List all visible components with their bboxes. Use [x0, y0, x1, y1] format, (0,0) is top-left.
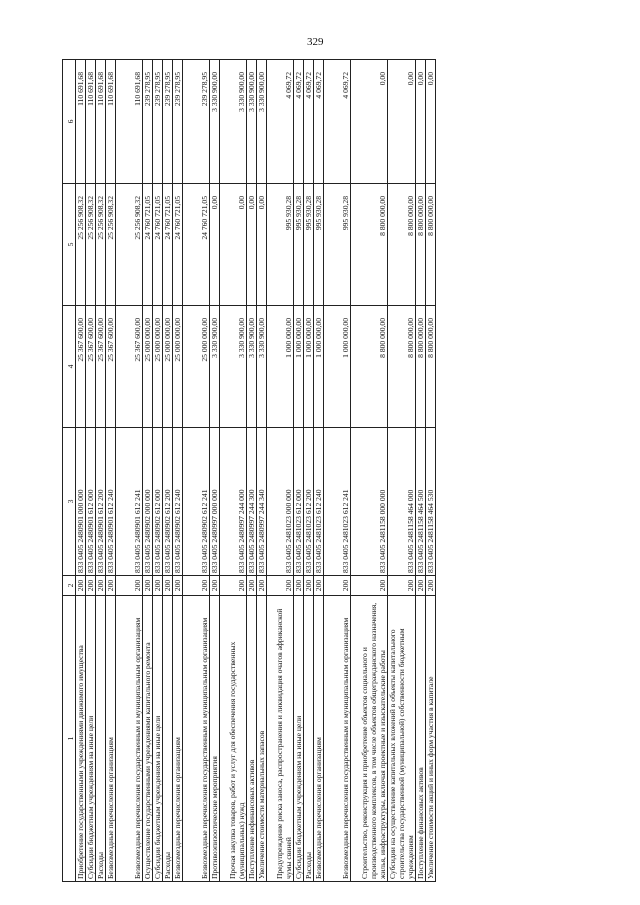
row-code-cell: 200	[106, 576, 116, 596]
row-executed-amount-cell: 24 760 721,05	[173, 184, 183, 306]
row-name-cell: Безвозмездные перечисления государственным и муниципальным организациям	[116, 596, 143, 882]
row-kbk-cell: 833 0405 2480901 000 000	[76, 428, 86, 576]
row-code-cell: 200	[220, 576, 247, 596]
table-row	[86, 60, 96, 882]
row-approved-amount-cell: 3 330 900,00	[210, 306, 220, 428]
row-code-cell: 200	[153, 576, 163, 596]
row-name-cell: Поступление нефинансовых активов	[247, 596, 257, 882]
row-executed-amount-cell: 8 800 000,00	[388, 184, 416, 306]
table-row	[294, 60, 304, 882]
row-executed-amount-cell: 24 760 721,05	[153, 184, 163, 306]
header-col-5: 5	[63, 184, 76, 306]
row-approved-amount-cell: 3 330 900,00	[247, 306, 257, 428]
row-code-cell: 200	[86, 576, 96, 596]
table-row	[267, 60, 294, 882]
row-kbk-cell: 833 0405 2480997 000 000	[210, 428, 220, 576]
row-kbk-cell: 833 0405 2480901 612 241	[116, 428, 143, 576]
row-name-cell: Субсидии бюджетным учреждениям на иные цели	[294, 596, 304, 882]
row-name-cell: Увеличение стоимости акций и иных форм участия в капитале	[426, 596, 436, 882]
table-row	[220, 60, 247, 882]
row-kbk-cell: 833 0405 2480901 612 000	[86, 428, 96, 576]
row-name-cell: Расходы	[163, 596, 173, 882]
row-kbk-cell: 833 0405 2481023 612 241	[324, 428, 351, 576]
row-unexecuted-amount-cell: 0,00	[416, 60, 426, 184]
header-col-3: 3	[63, 428, 76, 576]
row-unexecuted-amount-cell: 110 691,68	[106, 60, 116, 184]
row-executed-amount-cell: 995 930,28	[324, 184, 351, 306]
table-row	[324, 60, 351, 882]
row-approved-amount-cell: 8 800 000,00	[416, 306, 426, 428]
row-code-cell: 200	[76, 576, 86, 596]
row-executed-amount-cell: 0,00	[210, 184, 220, 306]
row-kbk-cell: 833 0405 2481023 612 000	[294, 428, 304, 576]
row-unexecuted-amount-cell: 3 330 900,00	[220, 60, 247, 184]
row-approved-amount-cell: 3 330 900,00	[257, 306, 267, 428]
row-kbk-cell: 833 0405 2480997 244 300	[247, 428, 257, 576]
row-executed-amount-cell: 25 256 908,32	[96, 184, 106, 306]
row-approved-amount-cell: 25 000 000,00	[173, 306, 183, 428]
row-kbk-cell: 833 0405 2480901 612 200	[96, 428, 106, 576]
row-approved-amount-cell: 1 000 000,00	[294, 306, 304, 428]
table-row	[96, 60, 106, 882]
row-name-cell: Осуществление государственными учреждениями капитального ремонта	[143, 596, 153, 882]
row-approved-amount-cell: 1 000 000,00	[267, 306, 294, 428]
table-row	[106, 60, 116, 882]
table-row	[116, 60, 143, 882]
row-unexecuted-amount-cell: 110 691,68	[96, 60, 106, 184]
row-name-cell: Безвозмездные перечисления государственным и муниципальным организациям	[324, 596, 351, 882]
row-code-cell: 200	[294, 576, 304, 596]
row-executed-amount-cell: 25 256 908,32	[76, 184, 86, 306]
table-row	[163, 60, 173, 882]
row-name-cell: Расходы	[304, 596, 314, 882]
row-kbk-cell: 833 0405 2481158 464 000	[388, 428, 416, 576]
row-code-cell: 200	[388, 576, 416, 596]
row-unexecuted-amount-cell: 239 278,95	[173, 60, 183, 184]
row-approved-amount-cell: 25 000 000,00	[163, 306, 173, 428]
row-approved-amount-cell: 25 367 600,00	[86, 306, 96, 428]
row-kbk-cell: 833 0405 2480901 612 240	[106, 428, 116, 576]
row-executed-amount-cell: 0,00	[220, 184, 247, 306]
row-approved-amount-cell: 8 800 000,00	[388, 306, 416, 428]
table-row	[247, 60, 257, 882]
row-approved-amount-cell: 1 000 000,00	[304, 306, 314, 428]
row-executed-amount-cell: 995 930,28	[267, 184, 294, 306]
table-row	[351, 60, 388, 882]
row-name-cell: Поступление финансовых активов	[416, 596, 426, 882]
row-executed-amount-cell: 24 760 721,05	[183, 184, 210, 306]
row-unexecuted-amount-cell: 4 069,72	[304, 60, 314, 184]
row-executed-amount-cell: 995 930,28	[294, 184, 304, 306]
row-unexecuted-amount-cell: 110 691,68	[76, 60, 86, 184]
row-name-cell: Предупреждение риска заноса, распространения и ликвидация очагов африканской чумы свиней	[267, 596, 294, 882]
row-executed-amount-cell: 8 800 000,00	[426, 184, 436, 306]
row-unexecuted-amount-cell: 4 069,72	[294, 60, 304, 184]
row-kbk-cell: 833 0405 2481023 000 000	[267, 428, 294, 576]
table-row	[304, 60, 314, 882]
table-header-row	[63, 60, 76, 882]
row-kbk-cell: 833 0405 2480997 244 000	[220, 428, 247, 576]
row-kbk-cell: 833 0405 2481023 612 240	[314, 428, 324, 576]
row-approved-amount-cell: 3 330 900,00	[220, 306, 247, 428]
row-name-cell: Расходы	[96, 596, 106, 882]
row-unexecuted-amount-cell: 0,00	[426, 60, 436, 184]
row-approved-amount-cell: 1 000 000,00	[324, 306, 351, 428]
table-row	[173, 60, 183, 882]
row-code-cell: 200	[116, 576, 143, 596]
table-body	[76, 60, 436, 882]
row-code-cell: 200	[183, 576, 210, 596]
row-code-cell: 200	[257, 576, 267, 596]
row-approved-amount-cell: 25 000 000,00	[143, 306, 153, 428]
row-kbk-cell: 833 0405 2480902 612 241	[183, 428, 210, 576]
table-row	[76, 60, 86, 882]
row-name-cell: Безвозмездные перечисления организациям	[314, 596, 324, 882]
row-name-cell: Безвозмездные перечисления государственным и муниципальным организациям	[183, 596, 210, 882]
row-executed-amount-cell: 8 800 000,00	[351, 184, 388, 306]
row-unexecuted-amount-cell: 239 278,95	[153, 60, 163, 184]
row-kbk-cell: 833 0405 2481158 464 500	[416, 428, 426, 576]
header-col-2: 2	[63, 576, 76, 596]
row-approved-amount-cell: 25 367 600,00	[106, 306, 116, 428]
row-name-cell: Субсидии бюджетным учреждениям на иные цели	[86, 596, 96, 882]
row-name-cell: Приобретение государственными учреждениями движимого имущества	[76, 596, 86, 882]
row-unexecuted-amount-cell: 110 691,68	[116, 60, 143, 184]
row-executed-amount-cell: 25 256 908,32	[86, 184, 96, 306]
table-row	[143, 60, 153, 882]
header-col-1: 1	[63, 596, 76, 882]
row-name-cell: Противоэпизоотические мероприятия	[210, 596, 220, 882]
row-unexecuted-amount-cell: 3 330 900,00	[210, 60, 220, 184]
row-name-cell: Увеличение стоимости материальных запасов	[257, 596, 267, 882]
row-executed-amount-cell: 995 930,28	[314, 184, 324, 306]
row-kbk-cell: 833 0405 2480902 612 000	[153, 428, 163, 576]
row-code-cell: 200	[267, 576, 294, 596]
table-row	[210, 60, 220, 882]
row-approved-amount-cell: 25 000 000,00	[153, 306, 163, 428]
row-code-cell: 200	[96, 576, 106, 596]
row-kbk-cell: 833 0405 2480902 612 240	[173, 428, 183, 576]
row-code-cell: 200	[304, 576, 314, 596]
row-unexecuted-amount-cell: 3 330 900,00	[247, 60, 257, 184]
budget-execution-table	[62, 59, 436, 882]
row-unexecuted-amount-cell: 4 069,72	[324, 60, 351, 184]
row-name-cell: Прочая закупка товаров, работ и услуг для обеспечения государственных (муниципальных) нужд	[220, 596, 247, 882]
page-number: 329	[307, 36, 324, 48]
row-approved-amount-cell: 8 800 000,00	[351, 306, 388, 428]
row-approved-amount-cell: 1 000 000,00	[314, 306, 324, 428]
row-code-cell: 200	[314, 576, 324, 596]
row-code-cell: 200	[143, 576, 153, 596]
row-name-cell: Безвозмездные перечисления организациям	[173, 596, 183, 882]
table-row	[416, 60, 426, 882]
row-kbk-cell: 833 0405 2480997 244 340	[257, 428, 267, 576]
table-row	[314, 60, 324, 882]
row-executed-amount-cell: 0,00	[257, 184, 267, 306]
row-name-cell: Строительство, реконструкция и приобретение объектов социального и производственного комплексов, в том числе объектов общегражданского назначения, жилья, инфраструктуры, включая проектные и изыскательские работы	[351, 596, 388, 882]
row-name-cell: Субсидии бюджетным учреждениям на иные цели	[153, 596, 163, 882]
row-unexecuted-amount-cell: 239 278,95	[183, 60, 210, 184]
row-unexecuted-amount-cell: 110 691,68	[86, 60, 96, 184]
row-approved-amount-cell: 25 367 600,00	[116, 306, 143, 428]
row-name-cell: Субсидии на осуществление капитальных вложений в объекты капитального строительства государственной (муниципальной) собственности бюджетным учреждениям	[388, 596, 416, 882]
header-col-6: 6	[63, 60, 76, 184]
row-kbk-cell: 833 0405 2481158 464 530	[426, 428, 436, 576]
table-row	[426, 60, 436, 882]
row-code-cell: 200	[163, 576, 173, 596]
row-executed-amount-cell: 0,00	[247, 184, 257, 306]
table-row	[183, 60, 210, 882]
row-code-cell: 200	[416, 576, 426, 596]
row-unexecuted-amount-cell: 0,00	[388, 60, 416, 184]
row-unexecuted-amount-cell: 239 278,95	[163, 60, 173, 184]
row-executed-amount-cell: 995 930,28	[304, 184, 314, 306]
row-unexecuted-amount-cell: 239 278,95	[143, 60, 153, 184]
row-approved-amount-cell: 25 367 600,00	[76, 306, 86, 428]
row-name-cell: Безвозмездные перечисления организациям	[106, 596, 116, 882]
row-kbk-cell: 833 0405 2480902 612 200	[163, 428, 173, 576]
row-code-cell: 200	[210, 576, 220, 596]
row-executed-amount-cell: 24 760 721,05	[163, 184, 173, 306]
row-unexecuted-amount-cell: 4 069,72	[314, 60, 324, 184]
table-row	[388, 60, 416, 882]
table-row	[153, 60, 163, 882]
row-unexecuted-amount-cell: 3 330 900,00	[257, 60, 267, 184]
row-code-cell: 200	[324, 576, 351, 596]
row-executed-amount-cell: 25 256 908,32	[106, 184, 116, 306]
row-approved-amount-cell: 25 000 000,00	[183, 306, 210, 428]
row-kbk-cell: 833 0405 2480902 000 000	[143, 428, 153, 576]
row-code-cell: 200	[426, 576, 436, 596]
row-executed-amount-cell: 25 256 908,32	[116, 184, 143, 306]
header-col-4: 4	[63, 306, 76, 428]
row-code-cell: 200	[173, 576, 183, 596]
row-executed-amount-cell: 24 760 721,05	[143, 184, 153, 306]
row-unexecuted-amount-cell: 0,00	[351, 60, 388, 184]
row-approved-amount-cell: 25 367 600,00	[96, 306, 106, 428]
rotated-table-wrapper	[62, 60, 532, 882]
table-row	[257, 60, 267, 882]
row-approved-amount-cell: 8 800 000,00	[426, 306, 436, 428]
row-kbk-cell: 833 0405 2481158 000 000	[351, 428, 388, 576]
row-kbk-cell: 833 0405 2481023 612 200	[304, 428, 314, 576]
row-unexecuted-amount-cell: 4 069,72	[267, 60, 294, 184]
row-executed-amount-cell: 8 800 000,00	[416, 184, 426, 306]
row-code-cell: 200	[247, 576, 257, 596]
row-code-cell: 200	[351, 576, 388, 596]
